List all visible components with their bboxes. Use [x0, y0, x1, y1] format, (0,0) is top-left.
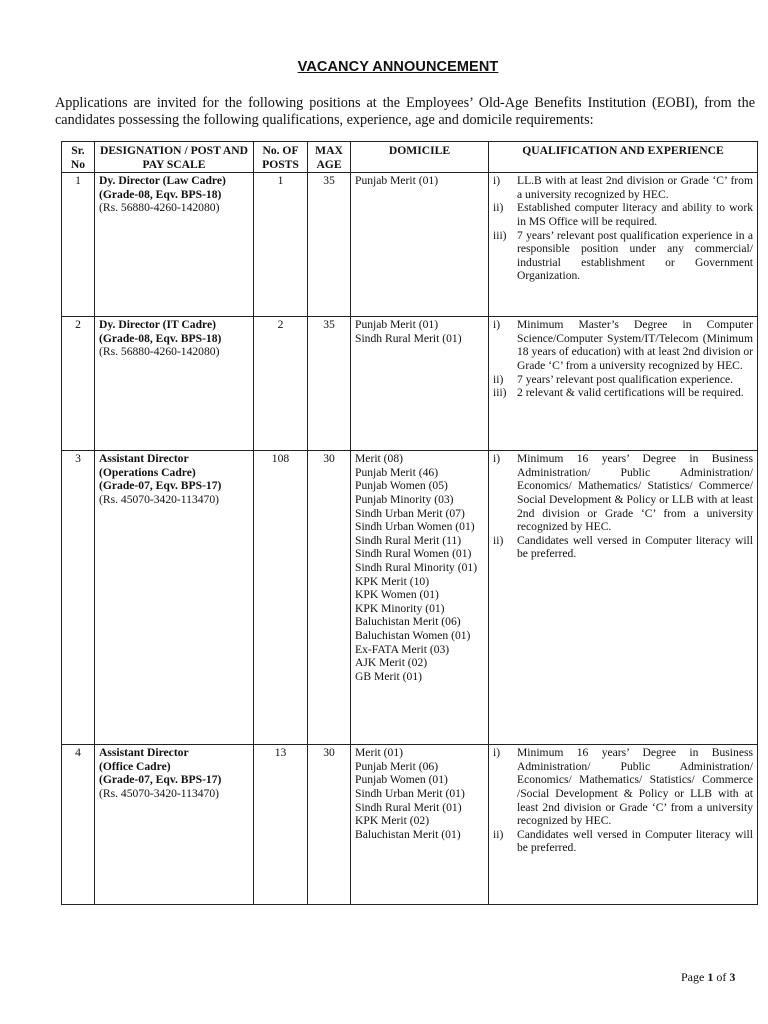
- qualification-text: Minimum 16 years’ Degree in Business Administration/ Public Administration/ Economics/ Mathematics/ Statistics/ Commerce /Social Development & Policy or LLB with at least 2nd division or Grade ‘C’ from a university recognized by HEC.: [517, 746, 753, 828]
- domicile-item: Ex-FATA Merit (03): [355, 642, 450, 656]
- table-header-row: [62, 142, 758, 173]
- domicile-item: KPK Women (01): [355, 588, 439, 602]
- table-body: [62, 173, 758, 905]
- qualification-item: [493, 828, 753, 855]
- designation-line: (Office Cadre): [99, 759, 171, 773]
- qualification-text: Candidates well versed in Computer literacy will be preferred.: [517, 533, 753, 561]
- domicile-item: Sindh Rural Merit (01): [355, 331, 462, 345]
- designation-line: (Grade-07, Eqv. BPS-17): [99, 773, 222, 787]
- qualification-text: Candidates well versed in Computer literacy will be preferred.: [517, 827, 753, 855]
- domicile-item: Sindh Urban Merit (01): [355, 786, 465, 800]
- cell-domicile: [351, 451, 489, 745]
- cell-qualification: [489, 451, 758, 745]
- cell-age: 30: [308, 745, 351, 905]
- cell-posts: 13: [254, 745, 308, 905]
- cell-posts: 2: [254, 317, 308, 451]
- cell-sr: 1: [62, 173, 95, 317]
- qualification-text: Established computer literacy and ability to work in MS Office will be required.: [517, 201, 753, 228]
- designation-line: Assistant Director: [99, 746, 189, 760]
- cell-age: 35: [308, 173, 351, 317]
- pay-scale: (Rs. 56880-4260-142080): [99, 201, 220, 215]
- qualification-number: ii): [493, 372, 504, 386]
- domicile-item: KPK Merit (10): [355, 574, 430, 588]
- cell-age: 30: [308, 451, 351, 745]
- cell-posts: 1: [254, 173, 308, 317]
- header-qualification: QUALIFICATION AND EXPERIENCE: [489, 142, 758, 173]
- designation-line: Assistant Director: [99, 452, 189, 466]
- domicile-item: Punjab Merit (01): [355, 174, 439, 188]
- qualification-number: ii): [493, 533, 504, 547]
- cell-domicile: [351, 173, 489, 317]
- qualification-item: [493, 746, 753, 828]
- domicile-item: Punjab Women (05): [355, 479, 448, 493]
- cell-age: 35: [308, 317, 351, 451]
- table-row: [62, 451, 758, 745]
- domicile-item: GB Merit (01): [355, 669, 422, 683]
- page-number: Page 1 of 3: [681, 970, 736, 984]
- designation-line: Dy. Director (Law Cadre): [99, 174, 226, 188]
- cell-designation: [95, 745, 254, 905]
- pay-scale: (Rs. 45070-3420-113470): [99, 492, 220, 506]
- intro-paragraph: Applications are invited for the following positions at the Employees’ Old-Age Benefits Institution (EOBI), from the candidates possessing the following qualifications, experience, age and domicile requirements:: [55, 95, 755, 128]
- domicile-item: Sindh Rural Merit (01): [355, 800, 462, 814]
- domicile-item: Punjab Minority (03): [355, 492, 454, 506]
- cell-domicile: [351, 317, 489, 451]
- cell-posts: 108: [254, 451, 308, 745]
- cell-designation: [95, 173, 254, 317]
- domicile-item: Punjab Merit (06): [355, 759, 439, 773]
- designation-line: (Grade-08, Eqv. BPS-18): [99, 331, 222, 345]
- domicile-item: Sindh Rural Women (01): [355, 547, 472, 561]
- qualification-text: 2 relevant & valid certifications will be required.: [517, 386, 744, 400]
- domicile-item: Sindh Urban Women (01): [355, 520, 475, 534]
- cell-qualification: [489, 173, 758, 317]
- designation-line: (Grade-07, Eqv. BPS-17): [99, 479, 222, 493]
- designation-line: Dy. Director (IT Cadre): [99, 318, 216, 332]
- qualification-number: i): [493, 318, 501, 332]
- domicile-item: Punjab Merit (46): [355, 465, 439, 479]
- qualification-list: [493, 318, 753, 400]
- pay-scale: (Rs. 56880-4260-142080): [99, 345, 220, 359]
- qualification-item: [493, 452, 753, 534]
- qualification-text: 7 years’ relevant post qualification experience.: [517, 372, 734, 386]
- domicile-item: Baluchistan Merit (06): [355, 615, 461, 629]
- cell-sr: 3: [62, 451, 95, 745]
- designation-line: (Grade-08, Eqv. BPS-18): [99, 187, 222, 201]
- table-row: [62, 173, 758, 317]
- header-designation: DESIGNATION / POST AND PAY SCALE: [95, 142, 254, 173]
- domicile-item: Sindh Rural Minority (01): [355, 560, 478, 574]
- qualification-number: i): [493, 174, 501, 188]
- qualification-item: [493, 201, 753, 228]
- page-title: VACANCY ANNOUNCEMENT: [297, 59, 499, 75]
- qualification-item: [493, 318, 753, 372]
- domicile-item: Sindh Rural Merit (11): [355, 533, 462, 547]
- qualification-number: ii): [493, 201, 504, 215]
- qualification-item: [493, 373, 753, 387]
- qualification-text: Minimum Master’s Degree in Computer Science/Computer System/IT/Telecom (Minimum 18 years of education) with at least 2nd division or Grade ‘C’ from a university recognized by HEC.: [517, 318, 753, 372]
- cell-qualification: [489, 317, 758, 451]
- qualification-list: [493, 174, 753, 283]
- qualification-item: [493, 229, 753, 283]
- qualification-text: LL.B with at least 2nd division or Grade ‘C’ from a university recognized by HEC.: [517, 174, 753, 201]
- qualification-number: i): [493, 746, 501, 760]
- cell-qualification: [489, 745, 758, 905]
- qualification-number: ii): [493, 827, 504, 841]
- qualification-text: Minimum 16 years’ Degree in Business Administration/ Public Administration/ Economics/ Mathematics/ Statistics/ Commerce/ Social Development & Policy or LLB with at least 2nd division or Grade ‘C’ from a university recognized by HEC.: [517, 452, 753, 534]
- domicile-item: KPK Minority (01): [355, 601, 445, 615]
- qualification-number: iii): [493, 386, 507, 400]
- header-posts: No. OF POSTS: [254, 142, 308, 173]
- domicile-item: Merit (08): [355, 452, 403, 466]
- qualification-item: [493, 174, 753, 201]
- table-row: [62, 745, 758, 905]
- header-domicile: DOMICILE: [351, 142, 489, 173]
- cell-designation: [95, 317, 254, 451]
- qualification-item: [493, 386, 753, 400]
- qualification-text: 7 years’ relevant post qualification experience in a responsible position under any commercial/ industrial establishment or Government Organization.: [517, 228, 753, 283]
- table-row: [62, 317, 758, 451]
- qualification-number: iii): [493, 228, 507, 242]
- domicile-item: Punjab Merit (01): [355, 318, 439, 332]
- domicile-item: Sindh Urban Merit (07): [355, 506, 465, 520]
- cell-designation: [95, 451, 254, 745]
- domicile-item: Baluchistan Women (01): [355, 628, 471, 642]
- cell-domicile: [351, 745, 489, 905]
- qualification-list: [493, 452, 753, 561]
- vacancy-table: [61, 141, 758, 905]
- qualification-number: i): [493, 452, 501, 466]
- cell-sr: 2: [62, 317, 95, 451]
- domicile-item: Punjab Women (01): [355, 773, 448, 787]
- pay-scale: (Rs. 45070-3420-113470): [99, 786, 220, 800]
- qualification-item: [493, 534, 753, 561]
- domicile-item: Baluchistan Merit (01): [355, 827, 461, 841]
- domicile-item: AJK Merit (02): [355, 656, 428, 670]
- qualification-list: [493, 746, 753, 855]
- header-sr: Sr. No: [62, 142, 95, 173]
- domicile-item: KPK Merit (02): [355, 814, 430, 828]
- designation-line: (Operations Cadre): [99, 465, 196, 479]
- domicile-item: Merit (01): [355, 746, 403, 760]
- cell-sr: 4: [62, 745, 95, 905]
- header-age: MAX AGE: [308, 142, 351, 173]
